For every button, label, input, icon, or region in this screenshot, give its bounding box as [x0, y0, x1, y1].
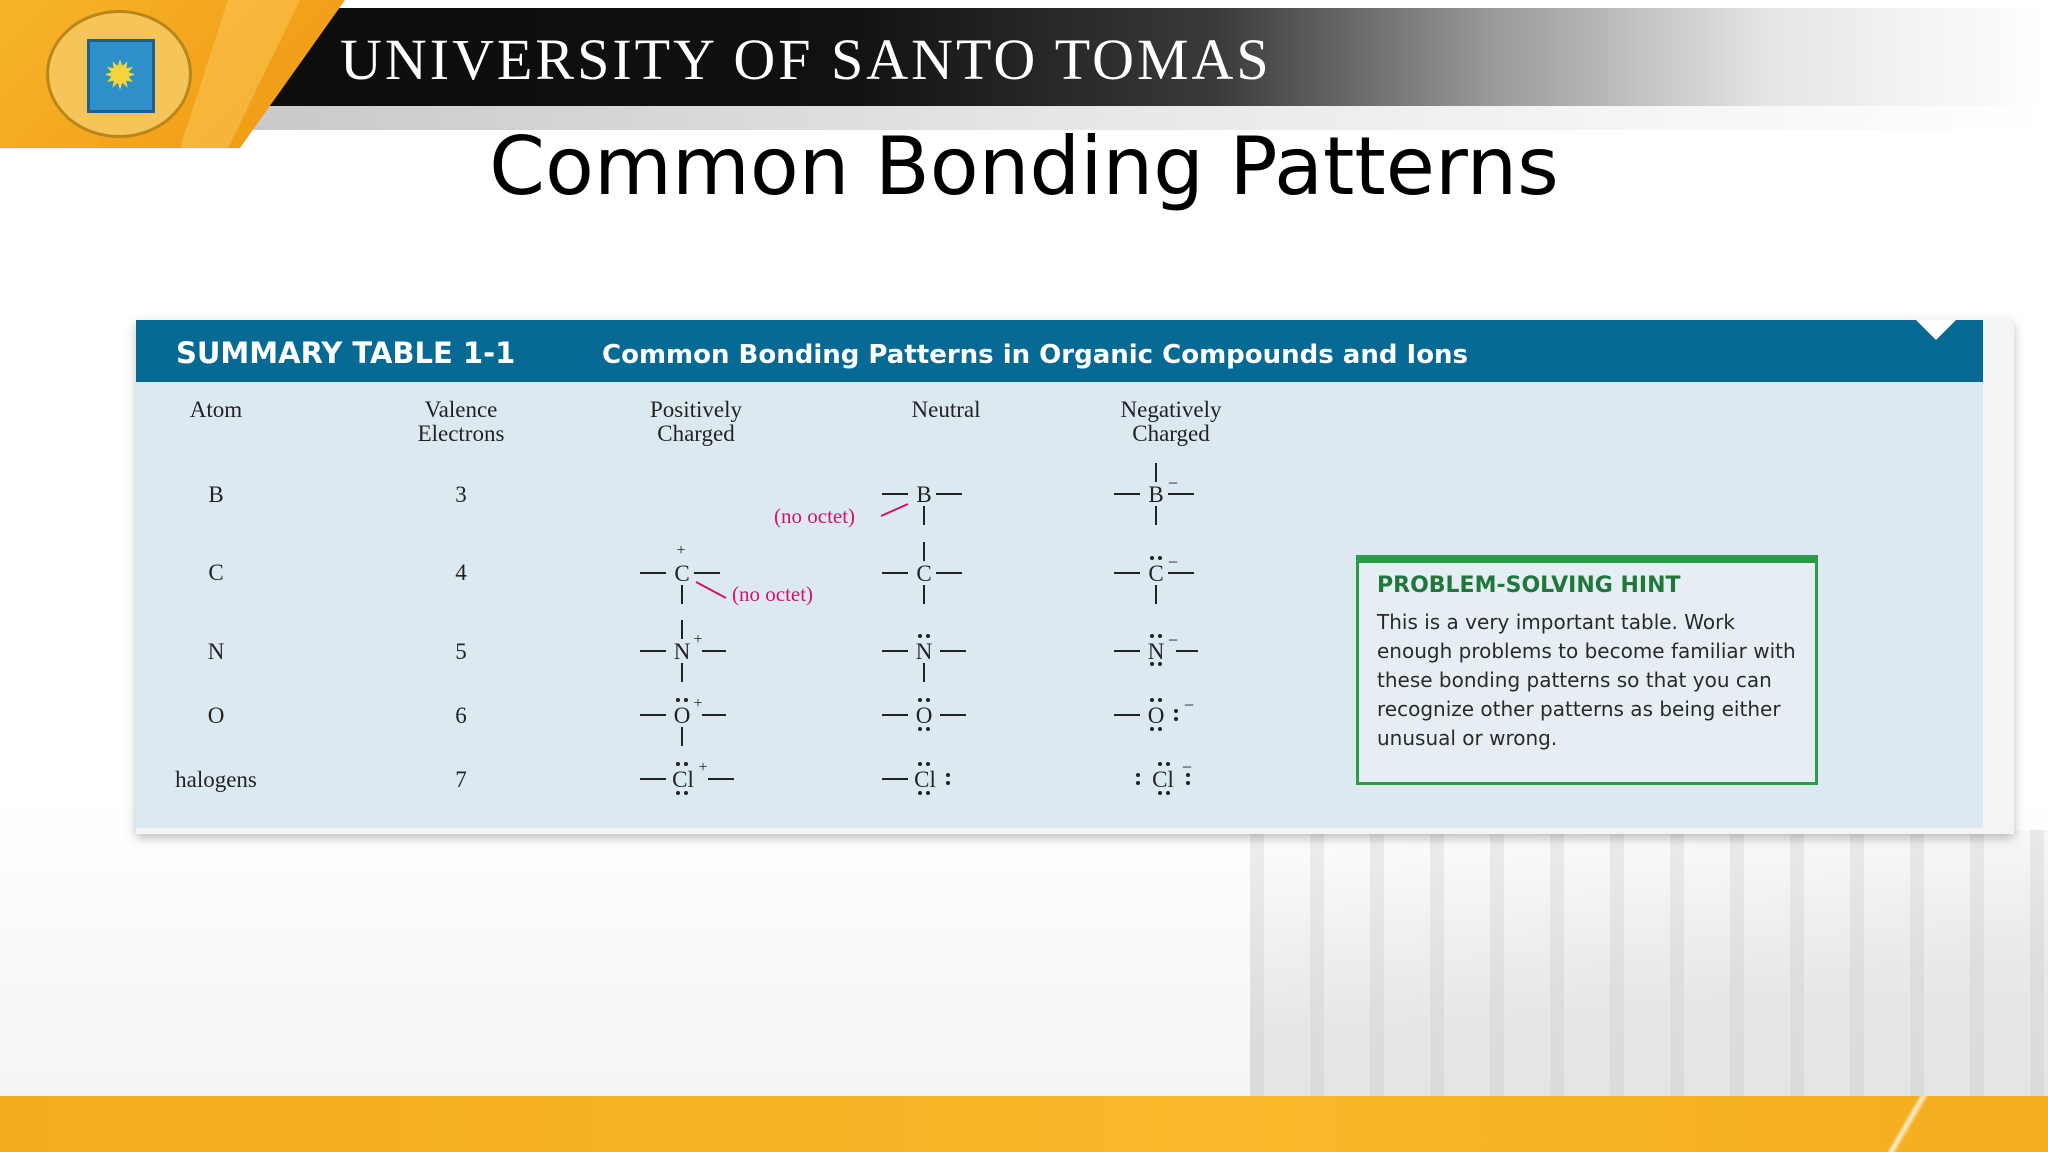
row-c-atom: C [208, 560, 224, 585]
column-header-positive-line1: Positively [649, 397, 742, 422]
lone-pair-dot [918, 698, 922, 702]
row-halogens-valence: 7 [455, 767, 467, 792]
charge-c-positive: + [676, 542, 686, 559]
column-header-neutral-text: Neutral [911, 397, 981, 422]
lone-pair-dot [676, 698, 680, 702]
symbol-n-positive: N [673, 639, 691, 664]
lone-pair-dot [1174, 717, 1178, 721]
lone-pair-dot [676, 762, 680, 766]
lone-pair-dot [946, 773, 950, 777]
charge-b-negative: − [1167, 473, 1179, 493]
footer-bar [0, 1096, 2048, 1152]
university-seal-logo [46, 10, 192, 138]
hint-top-bar [1359, 558, 1815, 563]
lone-pair-dot [1158, 698, 1162, 702]
charge-o-positive: + [693, 695, 703, 712]
note-boron-no-octet: (no octet) [774, 504, 856, 528]
column-header-valence-line1: Valence [424, 397, 498, 422]
charge-n-negative: − [1167, 630, 1179, 650]
charge-n-positive: + [693, 631, 703, 648]
footer-accent-line [1850, 1096, 1970, 1152]
symbol-n-negative: N [1147, 639, 1165, 664]
charge-cl-negative: − [1181, 757, 1193, 777]
slide-title: Common Bonding Patterns [489, 120, 1559, 213]
lone-pair-dot [1136, 773, 1140, 777]
symbol-b-negative: B [1148, 482, 1164, 507]
lone-pair-dot [1158, 762, 1162, 766]
symbol-c-neutral: C [916, 561, 932, 586]
symbol-c-negative: C [1148, 561, 1164, 586]
column-header-negative-line2: Charged [1132, 421, 1210, 446]
lone-pair-dot [1150, 634, 1154, 638]
lone-pair-dot [1150, 698, 1154, 702]
hint-body: This is a very important table. Work enough problems to become familiar with these bonding patterns so that you can recognize other patterns as being either unusual or wrong. [1377, 610, 1796, 750]
charge-c-negative: − [1167, 552, 1179, 572]
lone-pair-dot [926, 698, 930, 702]
column-header-valence-line2: Electrons [417, 421, 505, 446]
row-n-valence: 5 [455, 639, 467, 664]
summary-table-figure [136, 320, 1983, 828]
symbol-cl-neutral: Cl [914, 767, 936, 792]
row-c-valence: 4 [455, 560, 467, 585]
symbol-c-positive: C [674, 561, 690, 586]
hint-title: PROBLEM-SOLVING HINT [1377, 573, 1681, 598]
row-n-atom: N [207, 639, 225, 664]
lone-pair-dot [1186, 781, 1190, 785]
table-caption: Common Bonding Patterns in Organic Compounds and Ions [602, 340, 1469, 370]
column-header-negative-line1: Negatively [1120, 397, 1222, 422]
charge-cl-positive: + [698, 759, 708, 776]
symbol-o-neutral: O [915, 703, 933, 728]
note-carbon-no-octet: (no octet) [732, 582, 814, 606]
lone-pair-dot [1174, 709, 1178, 713]
charge-o-negative: − [1183, 695, 1195, 715]
lone-pair-dot [918, 634, 922, 638]
seal-shield [87, 39, 155, 113]
symbol-cl-positive: Cl [672, 767, 694, 792]
symbol-o-negative: O [1147, 703, 1165, 728]
lone-pair-dot [1158, 556, 1162, 560]
lone-pair-dot [926, 762, 930, 766]
seal-sun-icon: ✹ [103, 54, 137, 98]
symbol-cl-negative: Cl [1152, 767, 1174, 792]
lone-pair-dot [1166, 762, 1170, 766]
lone-pair-dot [1158, 634, 1162, 638]
table-label: SUMMARY TABLE 1-1 [176, 336, 516, 370]
column-header-positive-line2: Charged [657, 421, 735, 446]
symbol-b-neutral: B [916, 482, 932, 507]
lone-pair-dot [684, 762, 688, 766]
row-halogens-atom: halogens [175, 767, 257, 792]
symbol-o-positive: O [673, 703, 691, 728]
symbol-n-neutral: N [915, 639, 933, 664]
building-watermark [1250, 830, 2048, 1100]
row-b-valence: 3 [455, 482, 467, 507]
lone-pair-dot [684, 698, 688, 702]
note-pointer-line [696, 582, 726, 598]
row-o-atom: O [207, 703, 225, 728]
row-o-valence: 6 [455, 703, 467, 728]
lone-pair-dot [1150, 556, 1154, 560]
lone-pair-dot [1136, 781, 1140, 785]
column-header-atom-text: Atom [189, 397, 243, 422]
problem-solving-hint-box [1356, 555, 1818, 785]
row-b-atom: B [208, 482, 224, 507]
lone-pair-dot [926, 634, 930, 638]
lone-pair-dot [946, 781, 950, 785]
note-pointer-line [881, 504, 908, 516]
lone-pair-dot [918, 762, 922, 766]
university-name: UNIVERSITY OF SANTO TOMAS [340, 27, 1272, 92]
